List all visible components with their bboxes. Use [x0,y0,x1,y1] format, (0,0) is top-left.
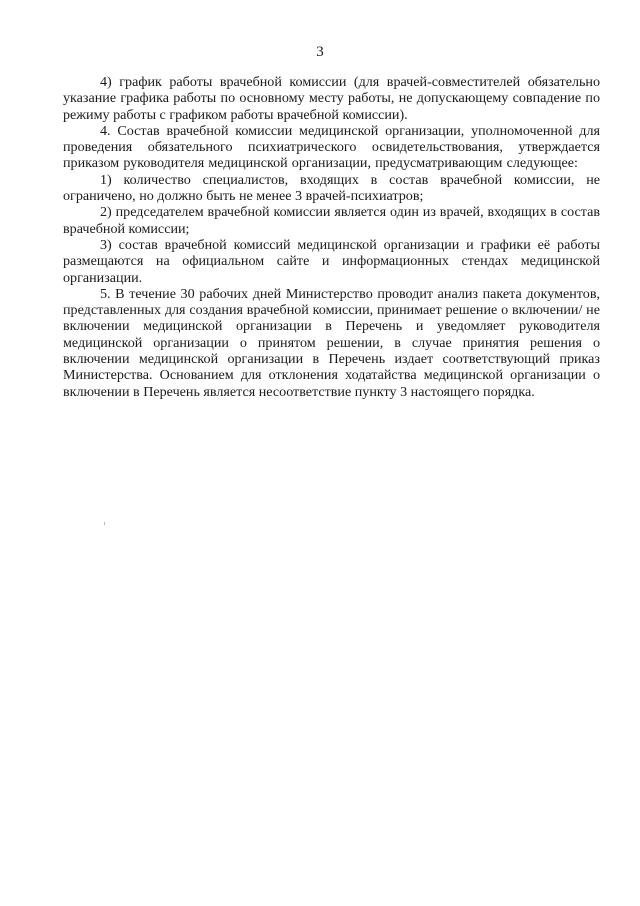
paragraph-work-schedule: 4) график работы врачебной комиссии (для врачей-совместителей обязательно указание графика работы по основному месту работы, не допускающему совпадение по режиму работы с графиком работы врачебной комиссии). [63,74,600,123]
scan-speck [104,522,105,525]
page-number: 3 [316,44,324,60]
paragraph-publication: 3) состав врачебной комиссий медицинской организации и графики её работы размещаются на официальном сайте и информационных стендах медицинской организации. [63,236,600,286]
document-body [63,74,600,400]
paragraph-ministry-review: 5. В течение 30 рабочих дней Министерство проводит анализ пакета документов, представленных для создания врачебной комиссии, принимает решение о включении/ не включении медицинской организации в Перечень и уведомляет руководителя медицинской организации о принятом решении, в случае принятия решения о включении медицинской организации в Перечень издает соответствующий приказ Министерства. Основанием для отклонения ходатайства медицинской организации о включении в Перечень является несоответствие пункту 3 настоящего порядка. [63,285,600,400]
paragraph-specialists-count: 1) количество специалистов, входящих в состав врачебной комиссии, не ограничено, но должно быть не менее 3 врачей-психиатров; [63,171,600,205]
paragraph-commission-composition: 4. Состав врачебной комиссии медицинской организации, уполномоченной для проведения обязательного психиатрического освидетельствования, утверждается приказом руководителя медицинской организации, предусматривающим следующее: [63,122,600,172]
paragraph-chairman: 2) председателем врачебной комиссии является один из врачей, входящих в состав врачебной комиссии; [63,204,600,237]
